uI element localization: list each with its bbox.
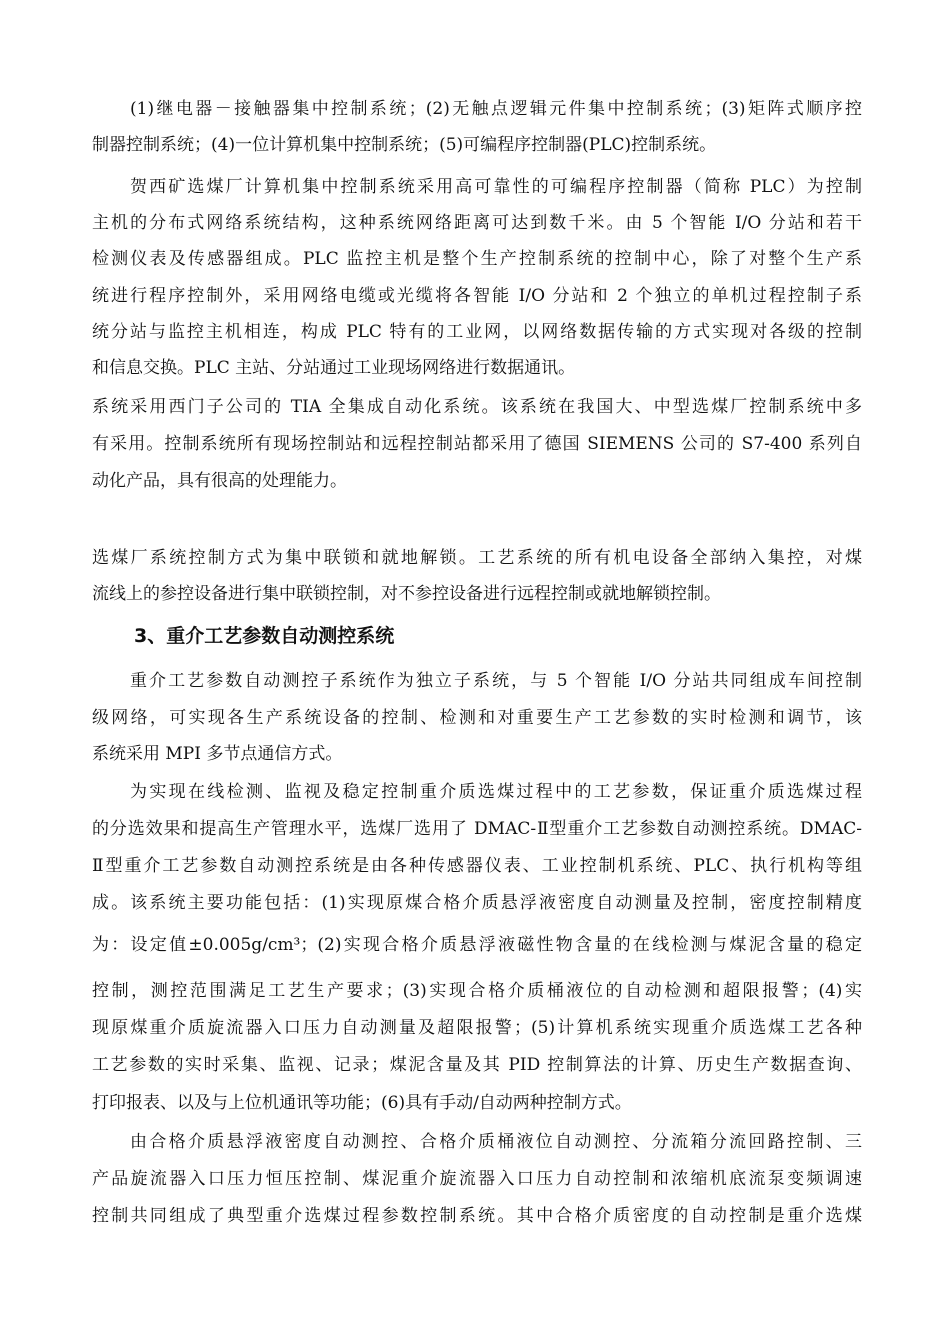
text-line: 主机的分布式网络系统结构，这种系统网络距离可达到数千米。由 5 个智能 I/O 分站和若干 [92,213,862,233]
text-line: 有采用。控制系统所有现场控制站和远程控制站都采用了德国 SIEMENS 公司的 S7-400 系列自 [92,434,862,454]
text-line: 动化产品，具有很高的处理能力。 [92,471,347,491]
text-line: 制器控制系统；(4)一位计算机集中控制系统；(5)可编程序控制器(PLC)控制系统。 [92,135,717,155]
text-line: 成。该系统主要功能包括：(1)实现原煤合格介质悬浮液密度自动测量及控制，密度控制精度 [92,893,862,913]
text-line: 选煤厂系统控制方式为集中联锁和就地解锁。工艺系统的所有机电设备全部纳入集控，对煤 [92,548,862,568]
text-line: 工艺参数的实时采集、监视、记录；煤泥含量及其 PID 控制算法的计算、历史生产数据查询、 [92,1055,862,1075]
section-heading: 3、重介工艺参数自动测控系统 [134,625,395,647]
text-line: 的分选效果和提高生产管理水平，选煤厂选用了 DMAC-Ⅱ型重介工艺参数自动测控系统。DMAC- [92,819,862,839]
text-line: 打印报表、以及与上位机通讯等功能；(6)具有手动/自动两种控制方式。 [92,1093,632,1113]
text-line: (1)继电器－接触器集中控制系统；(2)无触点逻辑元件集中控制系统；(3)矩阵式顺序控 [130,99,862,119]
text-line: 重介工艺参数自动测控子系统作为独立子系统，与 5 个智能 I/O 分站共同组成车间控制 [130,671,862,691]
text-line: 产品旋流器入口压力恒压控制、煤泥重介旋流器入口压力自动控制和浓缩机底流泵变频调速 [92,1169,862,1189]
text-line: 现原煤重介质旋流器入口压力自动测量及超限报警；(5)计算机系统实现重介质选煤工艺各种 [92,1018,862,1038]
text-line: 控制共同组成了典型重介选煤过程参数控制系统。其中合格介质密度的自动控制是重介选煤 [92,1206,862,1226]
text-line: 统进行程序控制外，采用网络电缆或光缆将各智能 I/O 分站和 2 个独立的单机过程控制子系 [92,286,862,306]
text-line: 由合格介质悬浮液密度自动测控、合格介质桶液位自动测控、分流箱分流回路控制、三 [130,1132,862,1152]
text-line: 为：设定值±0.005g/cm³；(2)实现合格介质悬浮液磁性物含量的在线检测与煤泥含量的稳定 [92,935,862,955]
text-line: 和信息交换。PLC 主站、分站通过工业现场网络进行数据通讯。 [92,358,576,378]
text-line: Ⅱ型重介工艺参数自动测控系统是由各种传感器仪表、工业控制机系统、PLC、执行机构等组 [92,856,862,876]
text-line: 贺西矿选煤厂计算机集中控制系统采用高可靠性的可编程序控制器（简称 PLC）为控制 [130,177,862,197]
text-line: 系统采用西门子公司的 TIA 全集成自动化系统。该系统在我国大、中型选煤厂控制系统中多 [92,397,862,417]
text-line: 流线上的参控设备进行集中联锁控制，对不参控设备进行远程控制或就地解锁控制。 [92,584,721,604]
text-line: 级网络，可实现各生产系统设备的控制、检测和对重要生产工艺参数的实时检测和调节，该 [92,708,862,728]
text-line: 系统采用 MPI 多节点通信方式。 [92,744,343,764]
text-line: 检测仪表及传感器组成。PLC 监控主机是整个生产控制系统的控制中心，除了对整个生产系 [92,249,862,269]
text-line: 控制，测控范围满足工艺生产要求；(3)实现合格介质桶液位的自动检测和超限报警；(4)实 [92,981,862,1001]
text-line: 为实现在线检测、监视及稳定控制重介质选煤过程中的工艺参数，保证重介质选煤过程 [130,782,862,802]
text-line: 统分站与监控主机相连，构成 PLC 特有的工业网，以网络数据传输的方式实现对各级的控制 [92,322,862,342]
